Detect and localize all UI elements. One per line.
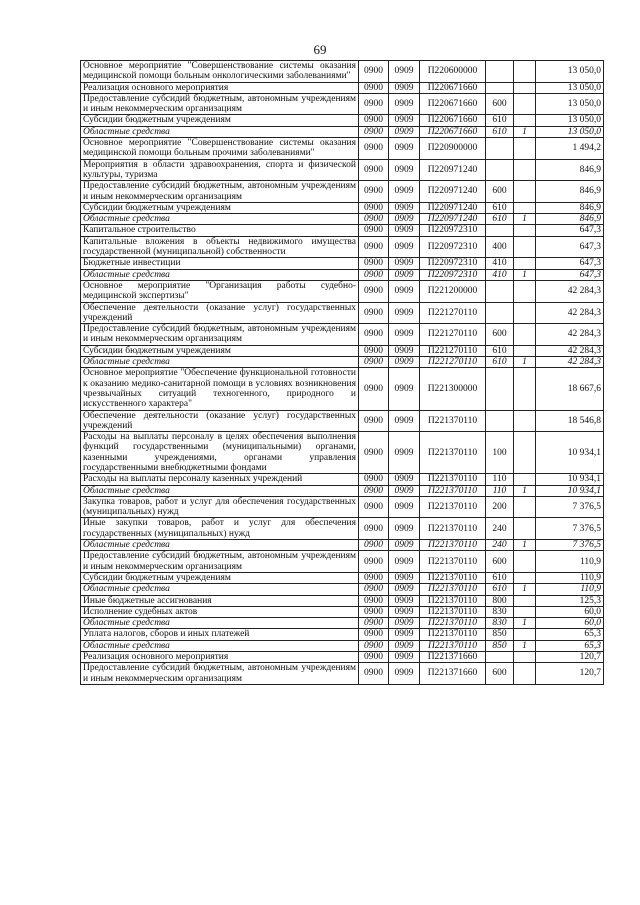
expense-type-cell: 410 [486, 258, 514, 269]
expense-name-cell: Областные средства [81, 357, 359, 368]
table-row [81, 410, 604, 432]
target-article-cell: П220671660 [420, 126, 486, 137]
amount-cell: 65,3 [536, 629, 604, 640]
expense-name-cell: Областные средства [81, 540, 359, 551]
table-row [81, 540, 604, 551]
subsection-code-cell: 0909 [389, 159, 420, 181]
subsection-code-cell: 0909 [389, 61, 420, 83]
target-article-cell: П221200000 [420, 280, 486, 302]
target-article-cell: П221370110 [420, 410, 486, 432]
amount-cell: 1 494,2 [536, 138, 604, 160]
subsection-code-cell: 0909 [389, 640, 420, 651]
amount-cell: 120,7 [536, 652, 604, 663]
table-row [81, 269, 604, 280]
target-article-cell: П221370110 [420, 618, 486, 629]
subsection-code-cell: 0909 [389, 432, 420, 474]
expense-name-cell: Исполнение судебных актов [81, 606, 359, 617]
funding-source-cell [514, 410, 536, 432]
section-code-cell: 0900 [359, 629, 389, 640]
funding-source-cell [514, 496, 536, 518]
budget-table-body [81, 61, 604, 685]
table-row [81, 202, 604, 213]
expense-type-cell: 100 [486, 432, 514, 474]
subsection-code-cell: 0909 [389, 236, 420, 258]
amount-cell: 110,9 [536, 551, 604, 573]
expense-name-cell: Основное мероприятие "Организация работы судебно-медицинской экспертизы" [81, 280, 359, 302]
subsection-code-cell: 0909 [389, 93, 420, 115]
target-article-cell: П221371660 [420, 663, 486, 685]
expense-type-cell: 830 [486, 606, 514, 617]
expense-type-cell: 200 [486, 496, 514, 518]
funding-source-cell: 1 [514, 584, 536, 595]
section-code-cell: 0900 [359, 474, 389, 485]
expense-name-cell: Областные средства [81, 269, 359, 280]
expense-type-cell [486, 61, 514, 83]
expense-name-cell: Областные средства [81, 618, 359, 629]
section-code-cell: 0900 [359, 540, 389, 551]
expense-type-cell: 240 [486, 540, 514, 551]
funding-source-cell [514, 595, 536, 606]
table-row [81, 236, 604, 258]
expense-type-cell: 610 [486, 115, 514, 126]
section-code-cell: 0900 [359, 618, 389, 629]
expense-type-cell [486, 368, 514, 410]
table-row [81, 474, 604, 485]
amount-cell: 42 284,3 [536, 357, 604, 368]
expense-name-cell: Капитальное строительство [81, 225, 359, 236]
subsection-code-cell: 0909 [389, 126, 420, 137]
expense-type-cell: 610 [486, 357, 514, 368]
target-article-cell: П220600000 [420, 61, 486, 83]
target-article-cell: П220972310 [420, 258, 486, 269]
subsection-code-cell: 0909 [389, 474, 420, 485]
amount-cell: 846,9 [536, 181, 604, 203]
section-code-cell: 0900 [359, 595, 389, 606]
expense-type-cell: 600 [486, 551, 514, 573]
amount-cell: 110,9 [536, 584, 604, 595]
expense-name-cell: Областные средства [81, 214, 359, 225]
funding-source-cell [514, 629, 536, 640]
subsection-code-cell: 0909 [389, 115, 420, 126]
expense-name-cell: Субсидии бюджетным учреждениям [81, 572, 359, 583]
target-article-cell: П220671660 [420, 115, 486, 126]
amount-cell: 42 284,3 [536, 345, 604, 356]
table-row [81, 368, 604, 410]
section-code-cell: 0900 [359, 61, 389, 83]
funding-source-cell [514, 368, 536, 410]
subsection-code-cell: 0909 [389, 496, 420, 518]
table-row [81, 126, 604, 137]
section-code-cell: 0900 [359, 410, 389, 432]
section-code-cell: 0900 [359, 518, 389, 540]
section-code-cell: 0900 [359, 225, 389, 236]
table-row [81, 345, 604, 356]
amount-cell: 13 050,0 [536, 61, 604, 83]
section-code-cell: 0900 [359, 214, 389, 225]
table-row [81, 225, 604, 236]
target-article-cell: П221300000 [420, 368, 486, 410]
funding-source-cell [514, 432, 536, 474]
target-article-cell: П221270110 [420, 357, 486, 368]
subsection-code-cell: 0909 [389, 324, 420, 346]
target-article-cell: П221370110 [420, 474, 486, 485]
amount-cell: 846,9 [536, 159, 604, 181]
subsection-code-cell: 0909 [389, 357, 420, 368]
subsection-code-cell: 0909 [389, 181, 420, 203]
expense-name-cell: Областные средства [81, 126, 359, 137]
amount-cell: 18 667,6 [536, 368, 604, 410]
section-code-cell: 0900 [359, 652, 389, 663]
section-code-cell: 0900 [359, 572, 389, 583]
target-article-cell: П220971240 [420, 159, 486, 181]
table-row [81, 595, 604, 606]
funding-source-cell: 1 [514, 618, 536, 629]
table-row [81, 181, 604, 203]
expense-name-cell: Бюджетные инвестиции [81, 258, 359, 269]
target-article-cell: П221370110 [420, 640, 486, 651]
funding-source-cell [514, 258, 536, 269]
target-article-cell: П221270110 [420, 345, 486, 356]
expense-type-cell: 610 [486, 126, 514, 137]
section-code-cell: 0900 [359, 138, 389, 160]
target-article-cell: П221370110 [420, 485, 486, 496]
expense-type-cell: 600 [486, 181, 514, 203]
table-row [81, 618, 604, 629]
expense-name-cell: Предоставление субсидий бюджетным, автономным учреждениям и иным некоммерческим организациям [81, 181, 359, 203]
expense-type-cell [486, 280, 514, 302]
amount-cell: 42 284,3 [536, 324, 604, 346]
funding-source-cell: 1 [514, 540, 536, 551]
funding-source-cell: 1 [514, 485, 536, 496]
subsection-code-cell: 0909 [389, 269, 420, 280]
subsection-code-cell: 0909 [389, 214, 420, 225]
subsection-code-cell: 0909 [389, 663, 420, 685]
funding-source-cell [514, 324, 536, 346]
target-article-cell: П220671660 [420, 82, 486, 93]
amount-cell: 7 376,5 [536, 496, 604, 518]
section-code-cell: 0900 [359, 663, 389, 685]
amount-cell: 13 050,0 [536, 126, 604, 137]
amount-cell: 18 546,8 [536, 410, 604, 432]
expense-name-cell: Закупка товаров, работ и услуг для обеспечения государственных (муниципальных) нужд [81, 496, 359, 518]
section-code-cell: 0900 [359, 324, 389, 346]
funding-source-cell [514, 606, 536, 617]
section-code-cell: 0900 [359, 82, 389, 93]
expense-name-cell: Областные средства [81, 584, 359, 595]
table-row [81, 606, 604, 617]
expense-type-cell [486, 225, 514, 236]
amount-cell: 10 934,1 [536, 485, 604, 496]
funding-source-cell [514, 345, 536, 356]
table-row [81, 258, 604, 269]
subsection-code-cell: 0909 [389, 551, 420, 573]
subsection-code-cell: 0909 [389, 485, 420, 496]
subsection-code-cell: 0909 [389, 345, 420, 356]
expense-name-cell: Основное мероприятие "Совершенствование системы оказания медицинской помощи больным онкологическими заболеваниями" [81, 61, 359, 83]
target-article-cell: П221370110 [420, 540, 486, 551]
expense-name-cell: Основное мероприятие "Совершенствование системы оказания медицинской помощи больным прочими заболеваниями" [81, 138, 359, 160]
amount-cell: 7 376,5 [536, 518, 604, 540]
target-article-cell: П220972310 [420, 269, 486, 280]
section-code-cell: 0900 [359, 606, 389, 617]
funding-source-cell [514, 93, 536, 115]
table-row [81, 640, 604, 651]
subsection-code-cell: 0909 [389, 202, 420, 213]
expense-type-cell: 410 [486, 269, 514, 280]
table-row [81, 357, 604, 368]
subsection-code-cell: 0909 [389, 540, 420, 551]
expense-name-cell: Реализация основного мероприятия [81, 652, 359, 663]
funding-source-cell: 1 [514, 269, 536, 280]
target-article-cell: П220671660 [420, 93, 486, 115]
section-code-cell: 0900 [359, 302, 389, 324]
expense-type-cell: 610 [486, 572, 514, 583]
table-row [81, 518, 604, 540]
expense-type-cell [486, 302, 514, 324]
amount-cell: 846,9 [536, 214, 604, 225]
target-article-cell: П220972310 [420, 225, 486, 236]
amount-cell: 647,3 [536, 258, 604, 269]
amount-cell: 42 284,3 [536, 302, 604, 324]
target-article-cell: П221370110 [420, 551, 486, 573]
amount-cell: 125,3 [536, 595, 604, 606]
funding-source-cell [514, 61, 536, 83]
expense-type-cell: 110 [486, 474, 514, 485]
expense-type-cell: 110 [486, 485, 514, 496]
subsection-code-cell: 0909 [389, 302, 420, 324]
funding-source-cell: 1 [514, 126, 536, 137]
funding-source-cell [514, 115, 536, 126]
subsection-code-cell: 0909 [389, 629, 420, 640]
expense-name-cell: Расходы на выплаты персоналу в целях обеспечения выполнения функций государственными (муниципальными) органами, казенными учреждениями, органами управления государственными внебюджетными фондами [81, 432, 359, 474]
amount-cell: 647,3 [536, 269, 604, 280]
expense-name-cell: Предоставление субсидий бюджетным, автономным учреждениям и иным некоммерческим организациям [81, 93, 359, 115]
amount-cell: 13 050,0 [536, 82, 604, 93]
section-code-cell: 0900 [359, 485, 389, 496]
amount-cell: 7 376,5 [536, 540, 604, 551]
expense-type-cell [486, 138, 514, 160]
expense-type-cell: 600 [486, 663, 514, 685]
section-code-cell: 0900 [359, 159, 389, 181]
table-row [81, 214, 604, 225]
expense-name-cell: Уплата налогов, сборов и иных платежей [81, 629, 359, 640]
expense-name-cell: Субсидии бюджетным учреждениям [81, 115, 359, 126]
table-row [81, 663, 604, 685]
table-row [81, 432, 604, 474]
amount-cell: 13 050,0 [536, 115, 604, 126]
subsection-code-cell: 0909 [389, 584, 420, 595]
funding-source-cell [514, 181, 536, 203]
amount-cell: 42 284,3 [536, 280, 604, 302]
subsection-code-cell: 0909 [389, 595, 420, 606]
expense-name-cell: Иные закупки товаров, работ и услуг для обеспечения государственных (муниципальных) нужд [81, 518, 359, 540]
expense-name-cell: Субсидии бюджетным учреждениям [81, 202, 359, 213]
expense-type-cell: 610 [486, 202, 514, 213]
expense-name-cell: Реализация основного мероприятия [81, 82, 359, 93]
section-code-cell: 0900 [359, 584, 389, 595]
funding-source-cell [514, 518, 536, 540]
expense-type-cell: 400 [486, 236, 514, 258]
funding-source-cell [514, 474, 536, 485]
target-article-cell: П220900000 [420, 138, 486, 160]
subsection-code-cell: 0909 [389, 652, 420, 663]
subsection-code-cell: 0909 [389, 606, 420, 617]
expense-name-cell: Предоставление субсидий бюджетным, автономным учреждениям и иным некоммерческим организациям [81, 663, 359, 685]
target-article-cell: П221270110 [420, 324, 486, 346]
table-row [81, 551, 604, 573]
target-article-cell: П221371660 [420, 652, 486, 663]
section-code-cell: 0900 [359, 496, 389, 518]
expense-type-cell [486, 410, 514, 432]
expense-type-cell [486, 652, 514, 663]
expense-name-cell: Иные бюджетные ассигнования [81, 595, 359, 606]
subsection-code-cell: 0909 [389, 618, 420, 629]
subsection-code-cell: 0909 [389, 368, 420, 410]
section-code-cell: 0900 [359, 357, 389, 368]
funding-source-cell [514, 202, 536, 213]
table-row [81, 584, 604, 595]
funding-source-cell [514, 138, 536, 160]
expense-type-cell: 240 [486, 518, 514, 540]
expense-name-cell: Обеспечение деятельности (оказание услуг) государственных учреждений [81, 410, 359, 432]
expense-name-cell: Предоставление субсидий бюджетным, автономным учреждениям и иным некоммерческим организациям [81, 324, 359, 346]
funding-source-cell [514, 572, 536, 583]
target-article-cell: П221370110 [420, 496, 486, 518]
table-row [81, 93, 604, 115]
target-article-cell: П221370110 [420, 518, 486, 540]
expense-name-cell: Областные средства [81, 485, 359, 496]
subsection-code-cell: 0909 [389, 572, 420, 583]
table-row [81, 82, 604, 93]
amount-cell: 846,9 [536, 202, 604, 213]
subsection-code-cell: 0909 [389, 138, 420, 160]
target-article-cell: П220971240 [420, 181, 486, 203]
amount-cell: 65,3 [536, 640, 604, 651]
funding-source-cell [514, 302, 536, 324]
section-code-cell: 0900 [359, 368, 389, 410]
expense-type-cell: 600 [486, 324, 514, 346]
target-article-cell: П220971240 [420, 214, 486, 225]
amount-cell: 647,3 [536, 225, 604, 236]
expense-type-cell: 830 [486, 618, 514, 629]
target-article-cell: П221370110 [420, 572, 486, 583]
subsection-code-cell: 0909 [389, 518, 420, 540]
target-article-cell: П221370110 [420, 584, 486, 595]
expense-type-cell: 800 [486, 595, 514, 606]
section-code-cell: 0900 [359, 93, 389, 115]
funding-source-cell: 1 [514, 357, 536, 368]
table-row [81, 496, 604, 518]
funding-source-cell: 1 [514, 640, 536, 651]
amount-cell: 10 934,1 [536, 474, 604, 485]
expense-name-cell: Мероприятия в области здравоохранения, спорта и физической культуры, туризма [81, 159, 359, 181]
amount-cell: 60,0 [536, 606, 604, 617]
section-code-cell: 0900 [359, 115, 389, 126]
subsection-code-cell: 0909 [389, 258, 420, 269]
subsection-code-cell: 0909 [389, 410, 420, 432]
section-code-cell: 0900 [359, 432, 389, 474]
funding-source-cell: 1 [514, 214, 536, 225]
section-code-cell: 0900 [359, 236, 389, 258]
budget-table [80, 60, 604, 685]
table-row [81, 138, 604, 160]
expense-type-cell: 610 [486, 584, 514, 595]
amount-cell: 120,7 [536, 663, 604, 685]
amount-cell: 13 050,0 [536, 93, 604, 115]
table-row [81, 629, 604, 640]
expense-name-cell: Расходы на выплаты персоналу казенных учреждений [81, 474, 359, 485]
target-article-cell: П221270110 [420, 302, 486, 324]
expense-name-cell: Субсидии бюджетным учреждениям [81, 345, 359, 356]
table-row [81, 61, 604, 83]
table-row [81, 572, 604, 583]
section-code-cell: 0900 [359, 280, 389, 302]
expense-type-cell: 600 [486, 93, 514, 115]
page-number: 69 [313, 42, 327, 57]
expense-type-cell: 610 [486, 345, 514, 356]
amount-cell: 110,9 [536, 572, 604, 583]
amount-cell: 647,3 [536, 236, 604, 258]
table-row [81, 115, 604, 126]
expense-name-cell: Основное мероприятие "Обеспечение функциональной готовности к оказанию медико-санитарной помощи в условиях возникновения чрезвычайных ситуаций техногенного, природного и искусственного характера" [81, 368, 359, 410]
funding-source-cell [514, 82, 536, 93]
funding-source-cell [514, 225, 536, 236]
expense-type-cell: 610 [486, 214, 514, 225]
funding-source-cell [514, 159, 536, 181]
funding-source-cell [514, 280, 536, 302]
amount-cell: 10 934,1 [536, 432, 604, 474]
funding-source-cell [514, 551, 536, 573]
target-article-cell: П221370110 [420, 595, 486, 606]
target-article-cell: П220971240 [420, 202, 486, 213]
section-code-cell: 0900 [359, 269, 389, 280]
expense-name-cell: Областные средства [81, 640, 359, 651]
funding-source-cell [514, 652, 536, 663]
section-code-cell: 0900 [359, 202, 389, 213]
section-code-cell: 0900 [359, 258, 389, 269]
expense-type-cell: 850 [486, 640, 514, 651]
table-row [81, 324, 604, 346]
section-code-cell: 0900 [359, 126, 389, 137]
target-article-cell: П221370110 [420, 432, 486, 474]
expense-type-cell: 850 [486, 629, 514, 640]
table-row [81, 159, 604, 181]
expense-name-cell: Предоставление субсидий бюджетным, автономным учреждениям и иным некоммерческим организациям [81, 551, 359, 573]
table-row [81, 652, 604, 663]
subsection-code-cell: 0909 [389, 280, 420, 302]
section-code-cell: 0900 [359, 345, 389, 356]
expense-type-cell [486, 159, 514, 181]
table-row [81, 302, 604, 324]
subsection-code-cell: 0909 [389, 225, 420, 236]
funding-source-cell [514, 663, 536, 685]
table-row [81, 280, 604, 302]
expense-type-cell [486, 82, 514, 93]
expense-name-cell: Обеспечение деятельности (оказание услуг) государственных учреждений [81, 302, 359, 324]
target-article-cell: П221370110 [420, 629, 486, 640]
target-article-cell: П220972310 [420, 236, 486, 258]
subsection-code-cell: 0909 [389, 82, 420, 93]
target-article-cell: П221370110 [420, 606, 486, 617]
section-code-cell: 0900 [359, 551, 389, 573]
section-code-cell: 0900 [359, 640, 389, 651]
funding-source-cell [514, 236, 536, 258]
section-code-cell: 0900 [359, 181, 389, 203]
table-row [81, 485, 604, 496]
expense-name-cell: Капитальные вложения в объекты недвижимого имущества государственной (муниципальной) собственности [81, 236, 359, 258]
amount-cell: 60,0 [536, 618, 604, 629]
